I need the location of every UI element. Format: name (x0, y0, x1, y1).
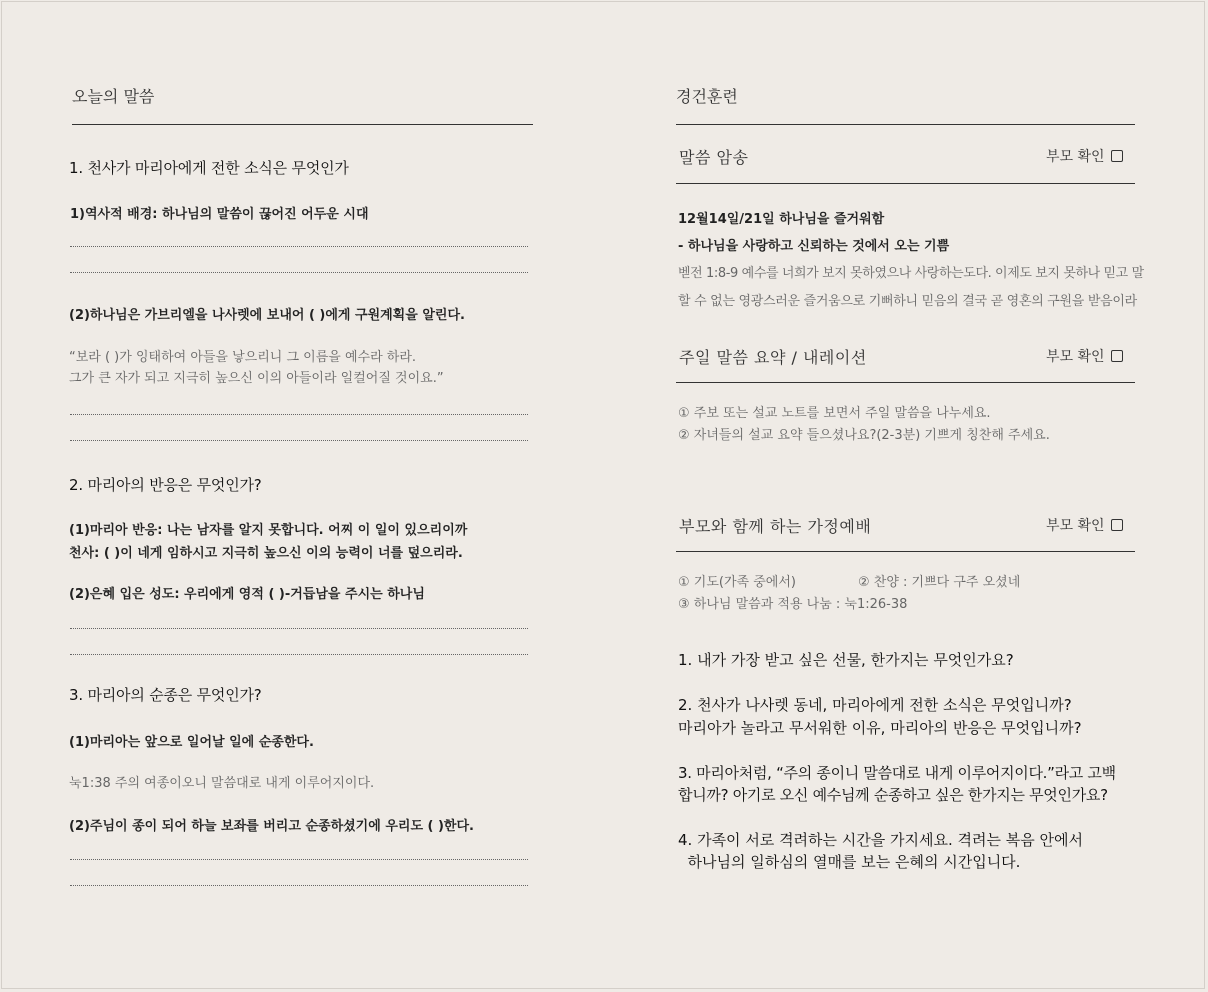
family-item-1: ① 기도(가족 중에서) (678, 575, 796, 590)
sermon-heading: 주일 말씀 요약 / 내레이션 (679, 348, 867, 367)
q1-quote-2: 그가 큰 자가 되고 지극히 높으신 이의 아들이라 일컬어질 것이요.” (69, 371, 444, 386)
discussion-q1: 1. 내가 가장 받고 싶은 선물, 한가지는 무엇인가요? (678, 651, 1014, 669)
q2-line-2: 천사: ( )이 네게 임하시고 지극히 높으신 이의 능력이 너를 덮으리라. (69, 546, 463, 561)
q2-line-3: (2)은혜 입은 성도: 우리에게 영적 ( )-거듭남을 주시는 하나님 (69, 587, 425, 602)
q1-line-1: 1)역사적 배경: 하나님의 말씀이 끊어진 어두운 시대 (70, 207, 369, 222)
discussion-q3b: 합니까? 아기로 오신 예수님께 순종하고 싶은 한가지는 무엇인가요? (678, 786, 1108, 804)
checkbox[interactable] (1111, 519, 1123, 531)
sermon-item-2: ② 자녀들의 설교 요약 들으셨나요?(2-3분) 기쁘게 칭찬해 주세요. (678, 428, 1050, 443)
answer-line[interactable] (70, 628, 528, 629)
discussion-q2a: 2. 천사가 나사렛 동네, 마리아에게 전한 소식은 무엇입니까? (678, 696, 1072, 714)
answer-line[interactable] (70, 272, 528, 273)
question-1-heading: 1. 천사가 마리아에게 전한 소식은 무엇인가 (69, 159, 349, 177)
discussion-q3a: 3. 마리아처럼, “주의 종이니 말씀대로 내게 이루어지이다.”라고 고백 (678, 764, 1116, 782)
family-item-3: ③ 하나님 말씀과 적용 나눔 : 눅1:26-38 (678, 597, 908, 612)
memorize-verse-2: 할 수 없는 영광스러운 즐거움으로 기뻐하니 믿음의 결국 곧 영혼의 구원을 받음이라 (678, 294, 1137, 309)
title-divider (676, 124, 1135, 125)
family-item-2: ② 찬양 : 기쁘다 구주 오셨네 (858, 575, 1021, 590)
section-divider (676, 382, 1135, 383)
checkbox[interactable] (1111, 350, 1123, 362)
memorize-heading: 말씀 암송 (679, 148, 749, 167)
discussion-q4b: 하나님의 일하심의 열매를 보는 은혜의 시간입니다. (678, 853, 1021, 871)
answer-line[interactable] (70, 859, 528, 860)
discussion-q4a: 4. 가족이 서로 격려하는 시간을 가지세요. 격려는 복음 안에서 (678, 831, 1083, 849)
q1-quote-1: “보라 ( )가 잉태하여 아들을 낳으리니 그 이름을 예수라 하라. (69, 350, 417, 365)
section-divider (676, 551, 1135, 552)
q3-verse: 눅1:38 주의 여종이오니 말씀대로 내게 이루어지이다. (69, 776, 375, 791)
q2-line-1: (1)마리아 반응: 나는 남자를 알지 못합니다. 어찌 이 일이 있으리이까 (69, 523, 468, 538)
title-divider (72, 124, 533, 125)
answer-line[interactable] (70, 440, 528, 441)
question-3-heading: 3. 마리아의 순종은 무엇인가? (69, 686, 262, 704)
memorize-date: 12월14일/21일 하나님을 즐거워함 (678, 212, 885, 227)
parent-check-memorize[interactable] (1046, 146, 1123, 166)
q3-line-1: (1)마리아는 앞으로 일어날 일에 순종한다. (69, 735, 314, 750)
q1-line-2: (2)하나님은 가브리엘을 나사렛에 보내어 ( )에게 구원계획을 알린다. (69, 308, 465, 323)
answer-line[interactable] (70, 246, 528, 247)
parent-check-label: 부모 확인 (1046, 349, 1105, 365)
answer-line[interactable] (70, 414, 528, 415)
memorize-verse-1: 벧전 1:8-9 예수를 너희가 보지 못하였으나 사랑하는도다. 이제도 보지 못하나 믿고 말 (678, 266, 1144, 281)
parent-check-label: 부모 확인 (1046, 518, 1105, 534)
discussion-q2b: 마리아가 놀라고 무서워한 이유, 마리아의 반응은 무엇입니까? (678, 719, 1082, 737)
answer-line[interactable] (70, 654, 528, 655)
question-2-heading: 2. 마리아의 반응은 무엇인가? (69, 476, 262, 494)
family-heading: 부모와 함께 하는 가정예배 (679, 517, 872, 536)
checkbox[interactable] (1111, 150, 1123, 162)
answer-line[interactable] (70, 885, 528, 886)
right-title: 경건훈련 (676, 87, 738, 106)
sermon-item-1: ① 주보 또는 설교 노트를 보면서 주일 말씀을 나누세요. (678, 406, 991, 421)
left-title: 오늘의 말씀 (72, 87, 155, 106)
parent-check-label: 부모 확인 (1046, 149, 1105, 165)
q3-line-2: (2)주님이 종이 되어 하늘 보좌를 버리고 순종하셨기에 우리도 ( )한다. (69, 819, 474, 834)
parent-check-sermon[interactable] (1046, 346, 1123, 366)
memorize-subtitle: - 하나님을 사랑하고 신뢰하는 것에서 오는 기쁨 (678, 239, 950, 254)
parent-check-family[interactable] (1046, 515, 1123, 535)
section-divider (676, 183, 1135, 184)
